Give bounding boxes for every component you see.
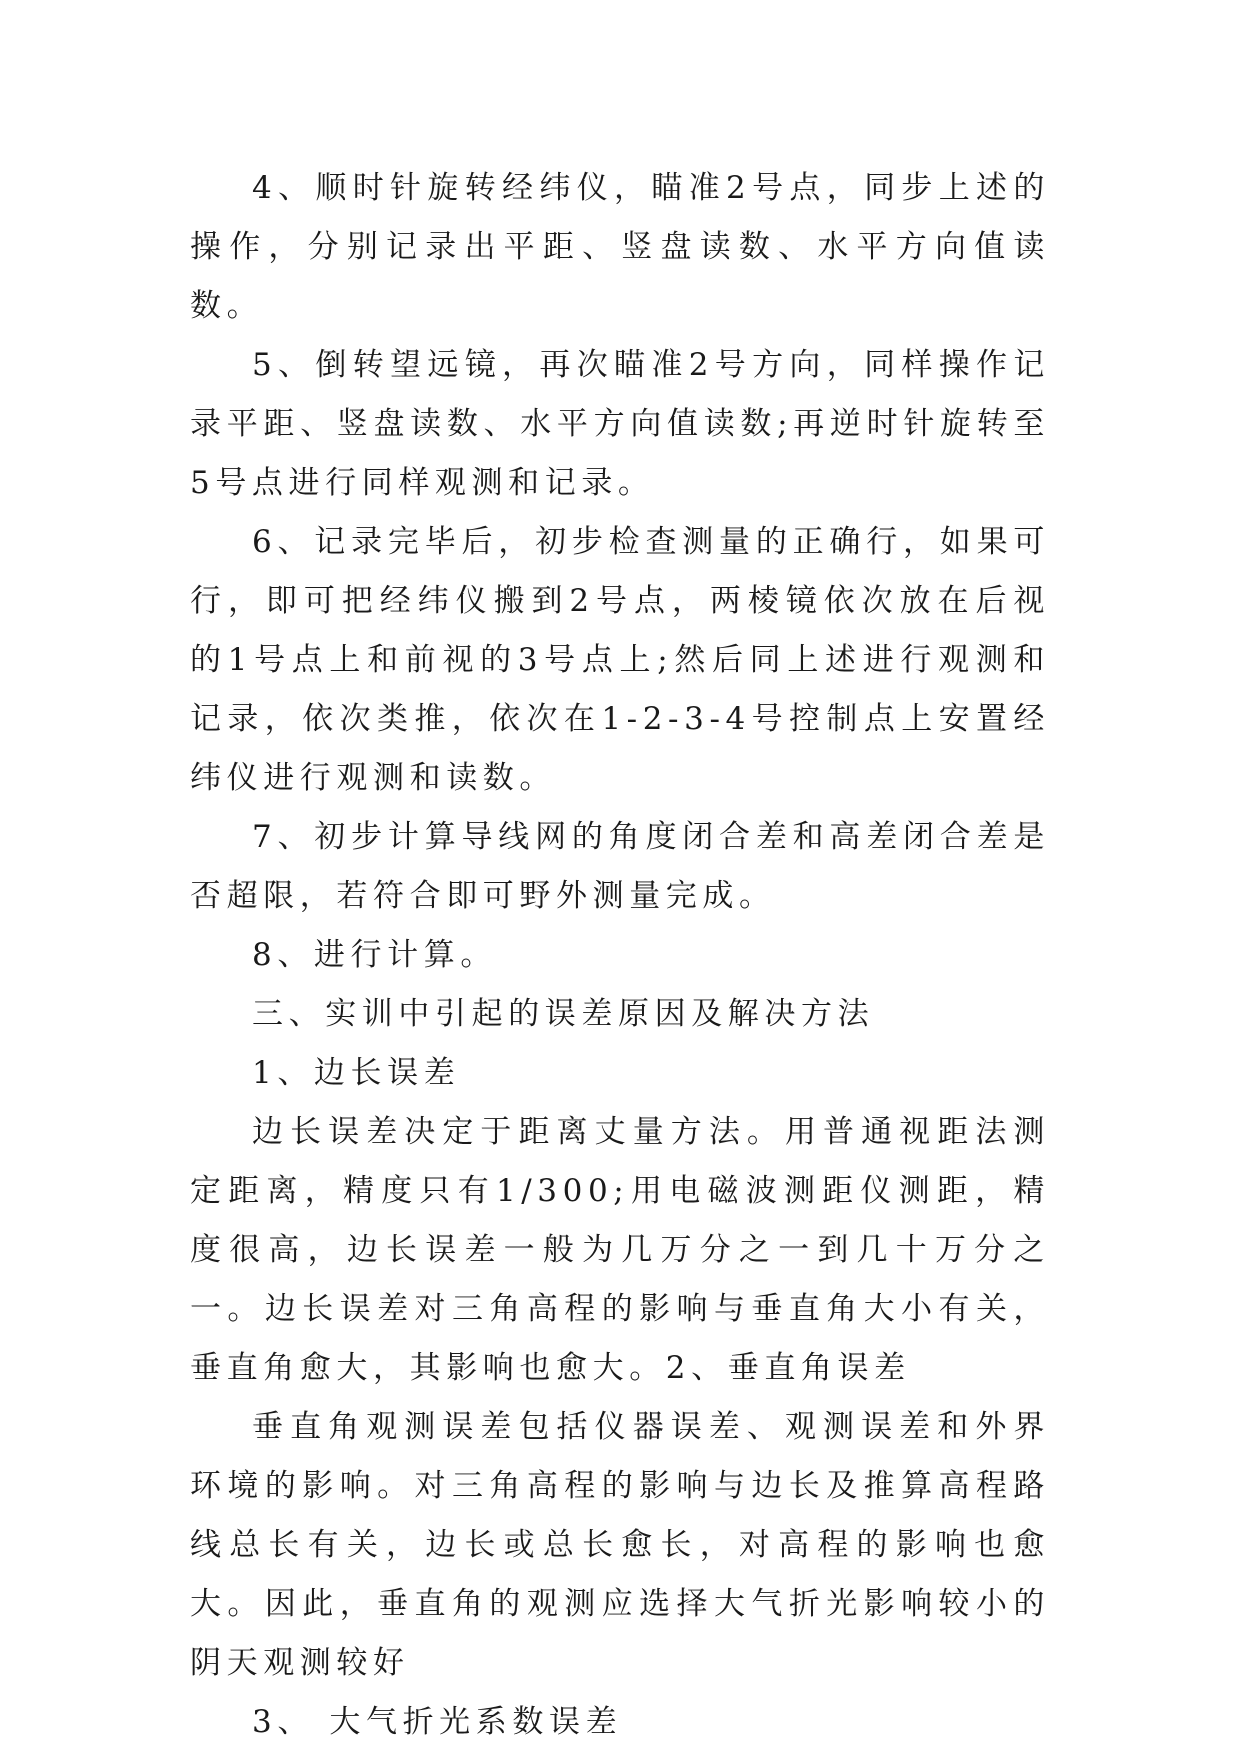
paragraph-step-6: 6、记录完毕后，初步检查测量的正确行，如果可行，即可把经纬仪搬到2号点，两棱镜依次放在后视的1号点上和前视的3号点上;然后同上述进行观测和记录，依次类推，依次在1-2-3-4号控制点上安置经纬仪进行观测和读数。 [190, 524, 1050, 796]
section-heading-errors: 三、实训中引起的误差原因及解决方法 [252, 996, 875, 1032]
paragraph-edge-length-error: 边长误差决定于距离丈量方法。用普通视距法测定距离，精度只有1/300;用电磁波测距仪测距，精度很高，边长误差一般为几万分之一到几十万分之一。边长误差对三角高程的影响与垂直角大小有关，垂直角愈大，其影响也愈大。2、垂直角误差 [190, 1114, 1050, 1386]
paragraph-step-4: 4、顺时针旋转经纬仪，瞄准2号点，同步上述的操作，分别记录出平距、竖盘读数、水平方向值读数。 [190, 170, 1050, 324]
document-body [190, 159, 1050, 1752]
subheading-refraction-error: 3、 大气折光系数误差 [252, 1704, 623, 1740]
paragraph-step-7: 7、初步计算导线网的角度闭合差和高差闭合差是否超限，若符合即可野外测量完成。 [190, 819, 1050, 914]
subheading-edge-length-error: 1、边长误差 [252, 1055, 461, 1091]
paragraph-vertical-angle-error: 垂直角观测误差包括仪器误差、观测误差和外界环境的影响。对三角高程的影响与边长及推算高程路线总长有关，边长或总长愈长，对高程的影响也愈大。因此，垂直角的观测应选择大气折光影响较小的阴天观测较好 [190, 1409, 1050, 1681]
paragraph-step-5: 5、倒转望远镜，再次瞄准2号方向，同样操作记录平距、竖盘读数、水平方向值读数;再逆时针旋转至5号点进行同样观测和记录。 [190, 347, 1050, 501]
paragraph-step-8: 8、进行计算。 [252, 937, 497, 973]
